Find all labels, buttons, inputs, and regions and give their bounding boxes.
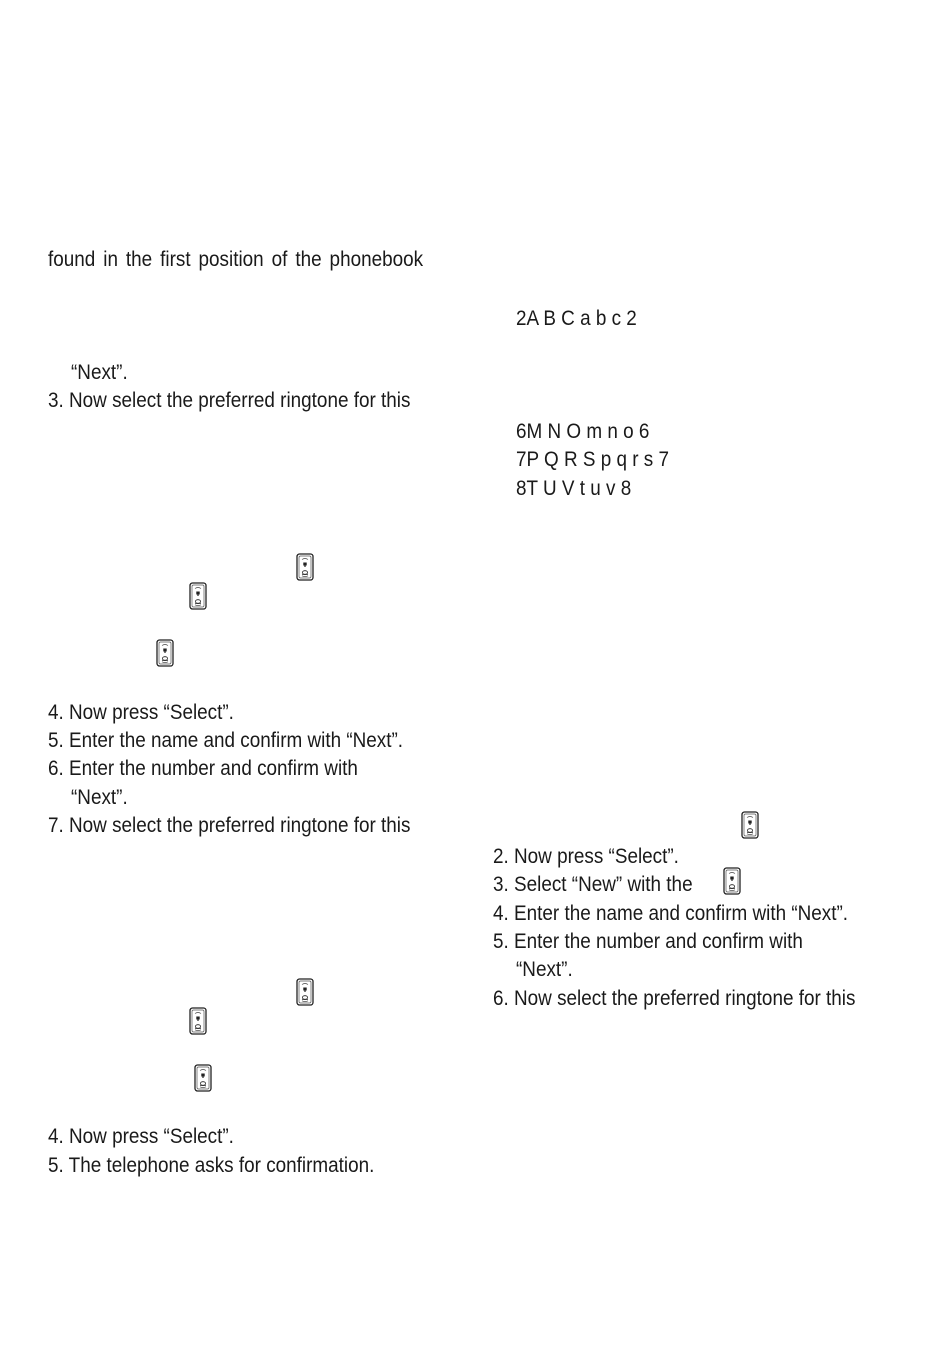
key-6-characters: 6M N O m n o 6 <box>516 420 650 443</box>
intro-line: found in the first position of the phonebook <box>48 248 424 271</box>
key-7-characters: 7P Q R S p q r s 7 <box>516 448 670 471</box>
step-5-number: 5. Enter the number and confirm with <box>493 930 803 953</box>
step-4-select-b: 4. Now press “Select”. <box>48 1125 234 1148</box>
step-5-confirmation: 5. The telephone asks for confirmation. <box>48 1154 375 1177</box>
phone-navigation-key-icon <box>723 867 741 895</box>
step-6-ringtone: 6. Now select the preferred ringtone for this <box>493 987 856 1010</box>
step-7-ringtone: 7. Now select the preferred ringtone for this <box>48 814 411 837</box>
next-label-2: “Next”. <box>71 786 128 809</box>
next-label-1: “Next”. <box>71 361 128 384</box>
phone-navigation-key-icon <box>741 811 759 839</box>
phone-navigation-key-icon <box>189 582 207 610</box>
step-4-name: 4. Enter the name and confirm with “Next”. <box>493 902 849 925</box>
key-8-characters: 8T U V t u v 8 <box>516 477 632 500</box>
step-5-name: 5. Enter the name and confirm with “Next”. <box>48 729 404 752</box>
phone-navigation-key-icon <box>189 1007 207 1035</box>
phone-navigation-key-icon <box>156 639 174 667</box>
key-2-characters: 2A B C a b c 2 <box>516 307 637 330</box>
next-label-3: “Next”. <box>516 958 573 981</box>
step-2-select: 2. Now press “Select”. <box>493 845 679 868</box>
step-3-new: 3. Select “New” with the <box>493 873 693 896</box>
step-3-ringtone: 3. Now select the preferred ringtone for this <box>48 389 411 412</box>
step-6-number: 6. Enter the number and confirm with <box>48 757 358 780</box>
step-4-select: 4. Now press “Select”. <box>48 701 234 724</box>
phone-navigation-key-icon <box>296 553 314 581</box>
phone-navigation-key-icon <box>296 978 314 1006</box>
phone-navigation-key-icon <box>194 1064 212 1092</box>
